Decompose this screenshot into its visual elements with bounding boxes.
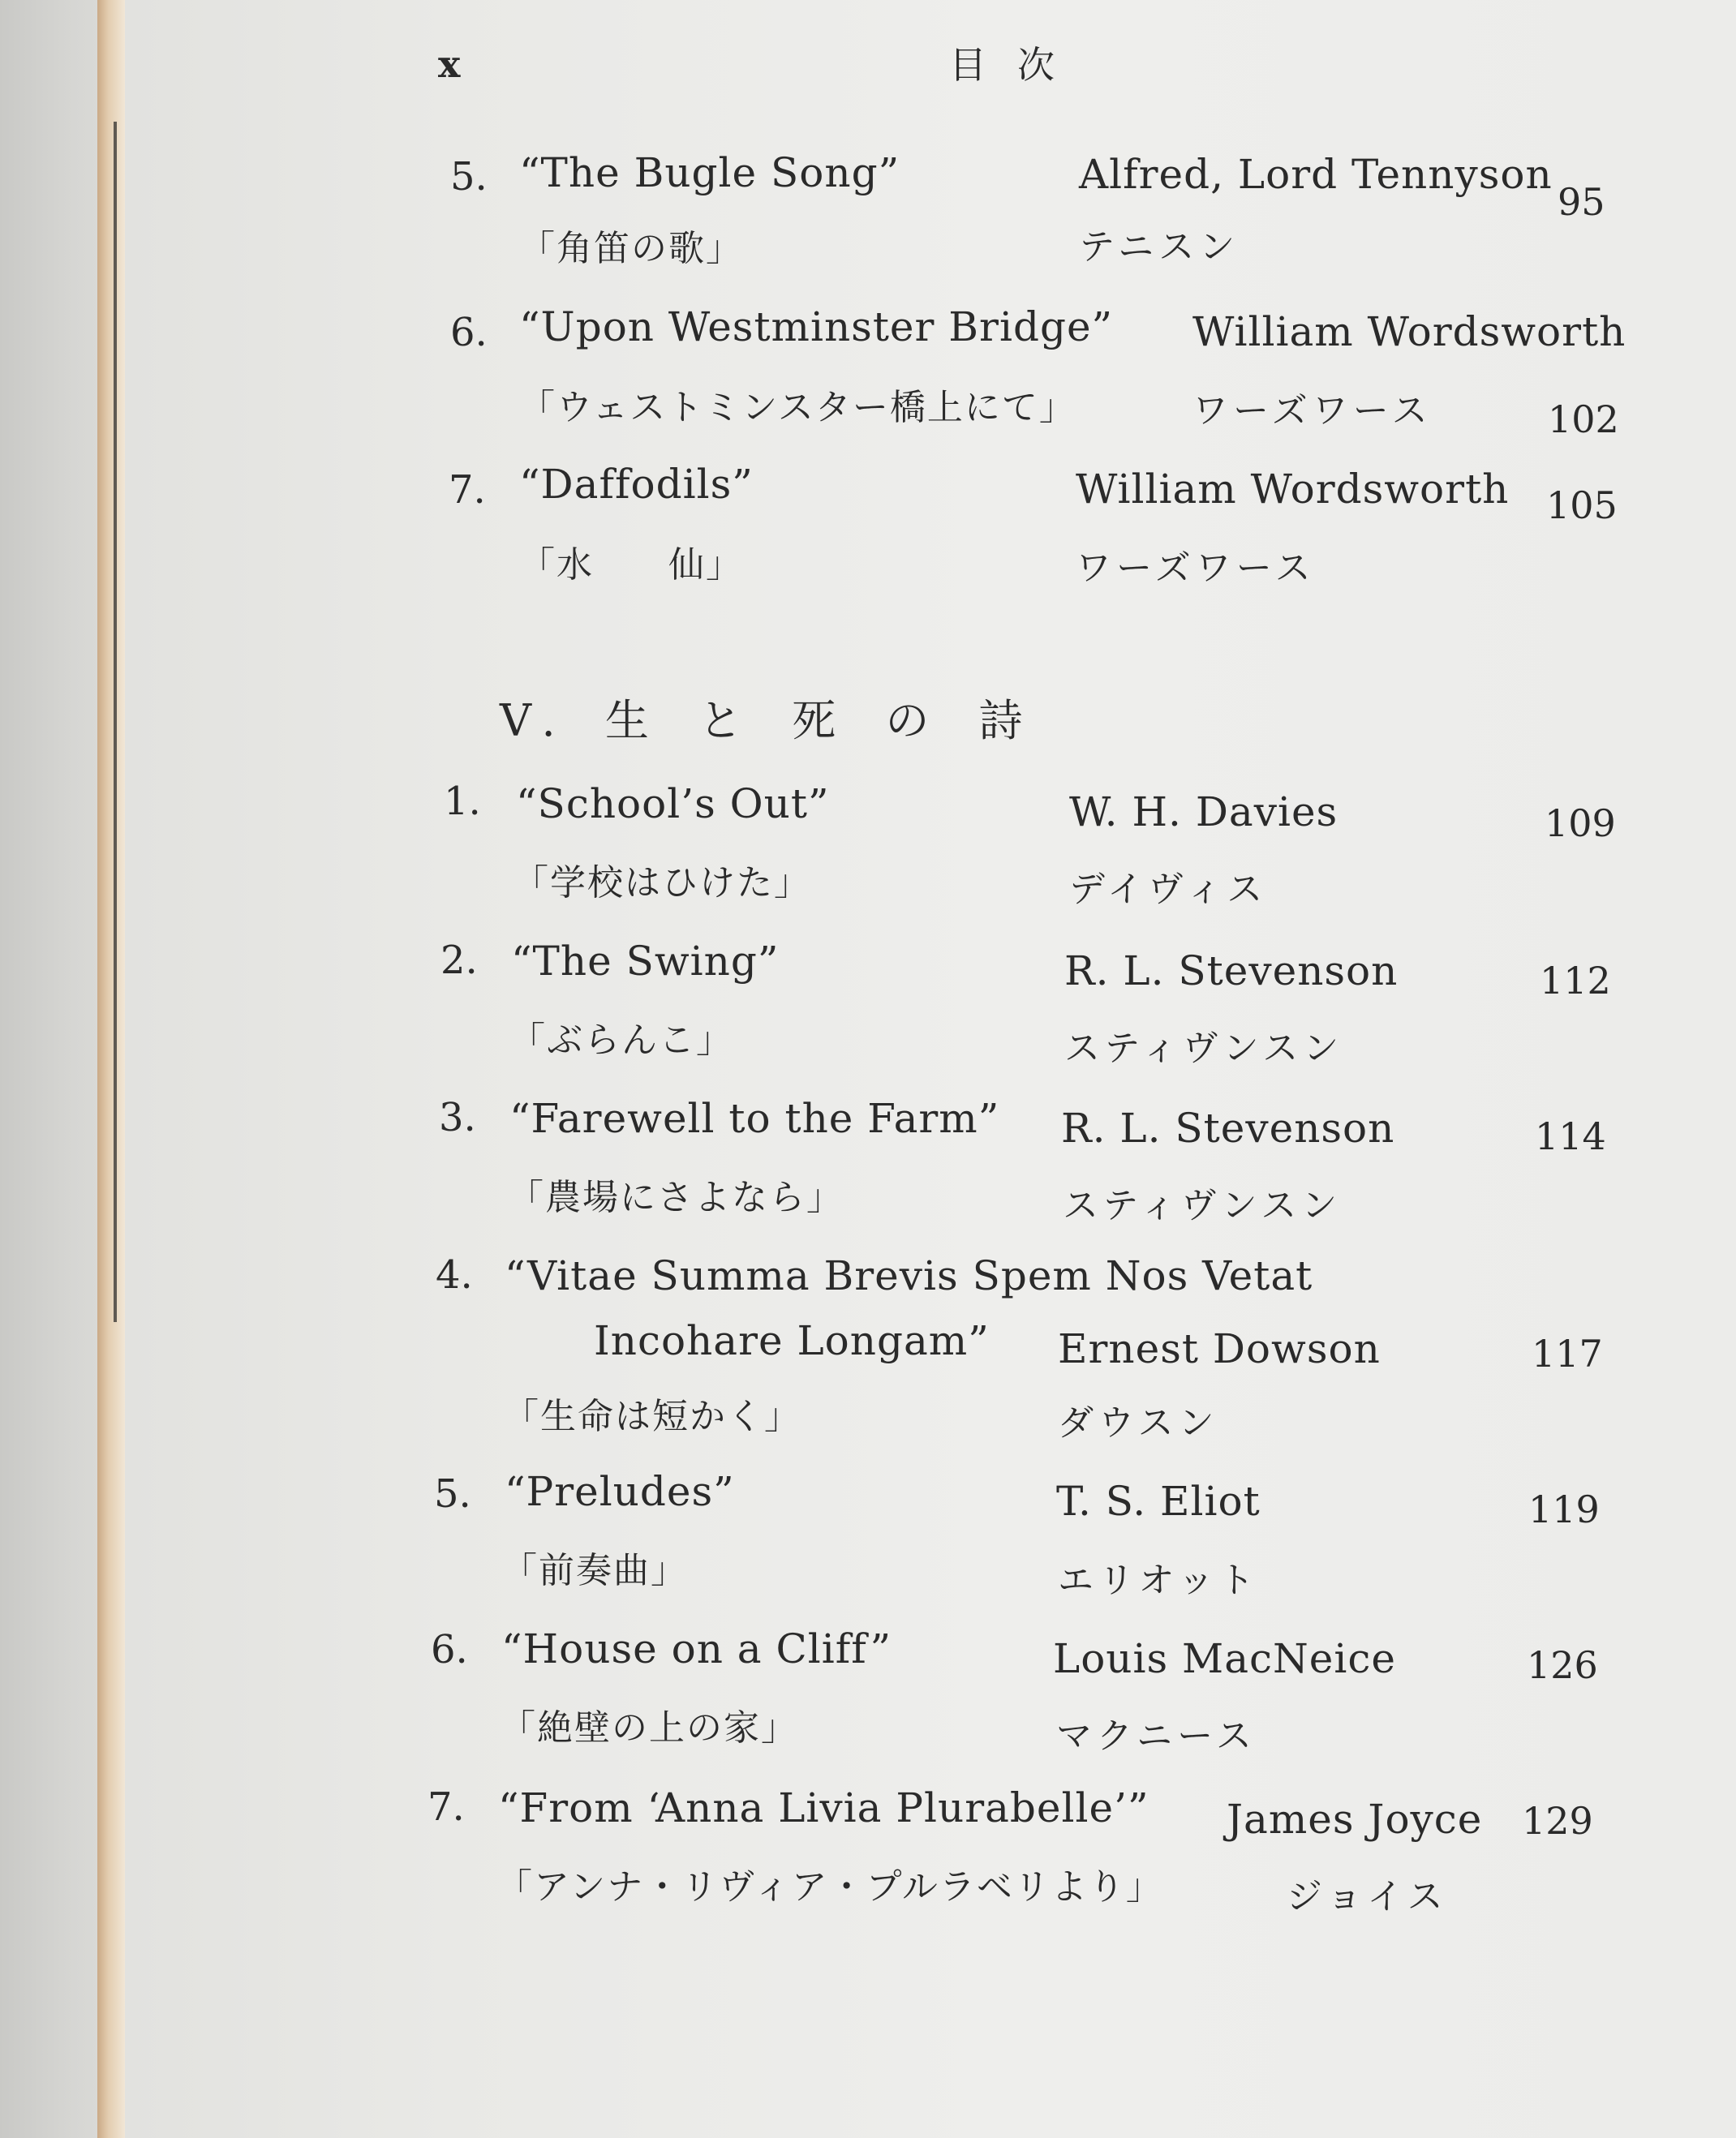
- entry-title: “From ‘Anna Livia Plurabelle’”: [498, 1784, 1149, 1831]
- entry-page: 129: [1522, 1799, 1593, 1843]
- entry-number: 4.: [436, 1252, 473, 1298]
- entry-title: “Preludes”: [505, 1468, 735, 1515]
- entry-japanese-title: 「ぶらんこ」: [509, 1020, 733, 1061]
- page-number-roman: x: [438, 42, 461, 86]
- entry-author: William Wordsworth: [1076, 466, 1510, 513]
- entry-japanese-title: 「水 仙」: [519, 544, 743, 586]
- entry-number: 6.: [431, 1627, 468, 1672]
- entry-title: “Vitae Summa Brevis Spem Nos Vetat: [505, 1252, 1313, 1299]
- entry-author: Louis MacNeice: [1053, 1635, 1396, 1682]
- entry-japanese-title: 「絶壁の上の家」: [500, 1707, 798, 1749]
- entry-japanese-title: 「ウェストミンスター橋上にて」: [519, 387, 1076, 428]
- entry-japanese-title: 「アンナ・リヴィア・プルラベリより」: [496, 1866, 1163, 1908]
- section-heading: V. 生 と 死 の 詩: [500, 695, 1041, 746]
- entry-page: 119: [1528, 1488, 1600, 1531]
- spine-shadow: [114, 122, 117, 1322]
- entry-japanese-author: エリオット: [1058, 1560, 1260, 1601]
- entry-japanese-author: ワーズワース: [1192, 390, 1433, 431]
- entry-author: R. L. Stevenson: [1061, 1105, 1395, 1152]
- entry-japanese-title: 「生命は短かく」: [503, 1396, 801, 1437]
- book-gutter: [97, 0, 125, 2138]
- entry-japanese-title: 「学校はひけた」: [513, 862, 811, 904]
- entry-author: Ernest Dowson: [1058, 1325, 1381, 1372]
- entry-japanese-title: 「角笛の歌」: [519, 228, 743, 269]
- entry-author: Alfred, Lord Tennyson: [1079, 151, 1553, 198]
- entry-author: W. H. Davies: [1069, 788, 1339, 835]
- entry-page: 114: [1535, 1114, 1606, 1158]
- entry-japanese-author: マクニース: [1056, 1715, 1257, 1757]
- entry-title: “Daffodils”: [519, 461, 754, 508]
- entry-page: 117: [1532, 1332, 1603, 1376]
- entry-author: James Joyce: [1227, 1796, 1483, 1843]
- entry-number: 1.: [444, 779, 481, 824]
- entry-number: 3.: [439, 1095, 476, 1140]
- entry-page: 105: [1546, 483, 1618, 527]
- entry-title-continued: Incohare Longam”: [594, 1317, 990, 1364]
- entry-author: William Wordsworth: [1192, 308, 1626, 355]
- entry-page: 112: [1540, 959, 1611, 1002]
- entry-japanese-author: スティヴンスン: [1063, 1185, 1343, 1226]
- entry-japanese-author: デイヴィス: [1069, 869, 1268, 910]
- entry-number: 7.: [449, 467, 486, 513]
- entry-title: “School’s Out”: [516, 780, 830, 827]
- entry-japanese-author: ワーズワース: [1076, 547, 1316, 589]
- entry-japanese-author: ジョイス: [1287, 1876, 1448, 1917]
- entry-japanese-author: テニスン: [1079, 226, 1240, 268]
- entry-title: “Upon Westminster Bridge”: [519, 303, 1114, 350]
- entry-title: “Farewell to the Farm”: [509, 1095, 1000, 1142]
- entry-number: 5.: [450, 154, 488, 200]
- entry-number: 2.: [440, 938, 478, 983]
- entry-japanese-title: 「農場にさよなら」: [508, 1177, 844, 1218]
- entry-title: “The Bugle Song”: [519, 149, 900, 196]
- entry-japanese-author: ダウスン: [1058, 1402, 1219, 1444]
- entry-japanese-author: スティヴンスン: [1064, 1028, 1344, 1069]
- entry-author: T. S. Eliot: [1056, 1478, 1261, 1525]
- entry-page: 102: [1548, 397, 1619, 441]
- entry-page: 95: [1558, 180, 1605, 224]
- entry-title: “The Swing”: [511, 938, 780, 985]
- entry-number: 6.: [450, 310, 488, 355]
- entry-number: 7.: [428, 1784, 465, 1830]
- entry-author: R. L. Stevenson: [1064, 947, 1399, 994]
- entry-page: 126: [1527, 1643, 1598, 1687]
- entry-number: 5.: [434, 1471, 471, 1517]
- entry-japanese-title: 「前奏曲」: [501, 1550, 688, 1591]
- entry-page: 109: [1545, 801, 1616, 845]
- page-header-title: 目次: [949, 43, 1085, 87]
- entry-title: “House on a Cliff”: [501, 1625, 892, 1672]
